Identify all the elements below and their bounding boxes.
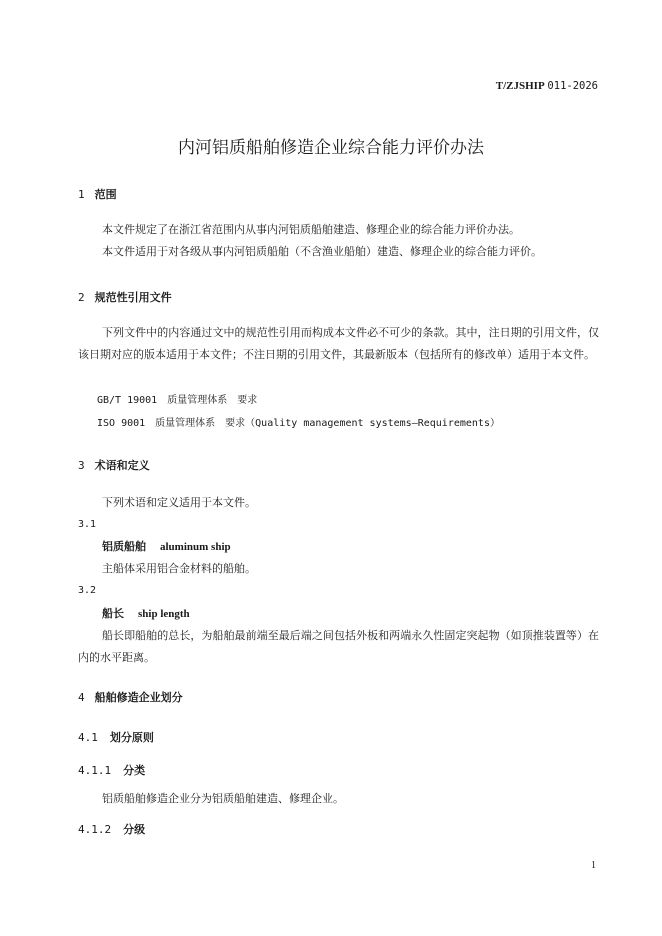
- section-4-1-title: 划分原则: [109, 731, 154, 744]
- section-1-paragraph-2: 本文件适用于对各级从事内河铝质船舶（不含渔业船舶）建造、修理企业的综合能力评价。: [102, 245, 542, 258]
- standard-number: 011-2026: [547, 80, 598, 92]
- section-4-1-1-heading: [78, 762, 145, 778]
- section-3-heading: [78, 457, 150, 473]
- term-3-1-definition: 主船体采用铝合金材料的船舶。: [102, 562, 256, 575]
- section-4-1-1-title: 分类: [123, 764, 146, 777]
- term-3-2-en: ship length: [138, 608, 190, 620]
- term-3-2-zh: 船长: [102, 607, 124, 620]
- section-1-title: 范围: [94, 188, 117, 201]
- section-4-number: 4: [78, 691, 85, 704]
- section-4-1-2-title: 分级: [123, 823, 146, 836]
- reference-gb-t-19001: GB/T 19001 质量管理体系 要求: [97, 395, 258, 406]
- section-4-heading: [78, 689, 183, 705]
- term-3-1-en: aluminum ship: [160, 541, 231, 553]
- term-3-1-heading: [102, 536, 231, 558]
- section-2-paragraph-1: 下列文件中的内容通过文中的规范性引用而构成本文件必不可少的条款。其中，注日期的引用文件，仅该日期对应的版本适用于本文件；不注日期的引用文件，其最新版本（包括所有的修改单）适用于本文件。: [78, 326, 599, 361]
- document-title: 内河铝质船舶修造企业综合能力评价办法: [178, 138, 484, 158]
- section-3-title: 术语和定义: [94, 459, 150, 472]
- reference-iso-9001: ISO 9001 质量管理体系 要求（Quality management systems—Requirements）: [97, 418, 500, 429]
- section-4-title: 船舶修造企业划分: [94, 691, 183, 704]
- section-1-paragraph-1: 本文件规定了在浙江省范围内从事内河铝质船舶建造、修理企业的综合能力评价办法。: [102, 223, 520, 236]
- term-3-2-number: 3.2: [78, 585, 97, 596]
- section-3-intro: 下列术语和定义适用于本文件。: [102, 496, 256, 509]
- section-3-number: 3: [78, 459, 85, 472]
- section-4-1-2-heading: [78, 821, 145, 837]
- section-4-1-heading: [78, 729, 154, 745]
- section-2-heading: [78, 289, 172, 305]
- term-3-1-number: 3.1: [78, 519, 97, 530]
- section-1-number: 1: [78, 188, 85, 201]
- section-2-number: 2: [78, 291, 85, 304]
- section-2-title: 规范性引用文件: [94, 291, 172, 304]
- section-4-1-2-number: 4.1.2: [78, 823, 112, 836]
- section-4-1-1-number: 4.1.1: [78, 764, 112, 777]
- term-3-2-heading: [102, 603, 190, 625]
- standard-code: [496, 80, 598, 92]
- page-number: 1: [591, 860, 596, 871]
- section-4-1-1-paragraph: 铝质船舶修造企业分为铝质船舶建造、修理企业。: [102, 792, 344, 805]
- section-1-heading: [78, 186, 117, 202]
- term-3-2-definition: 船长即船舶的总长，为船舶最前端至最后端之间包括外板和两端永久性固定突起物（如顶推装置等）在内的水平距离。: [78, 629, 599, 664]
- standard-prefix: T/ZJSHIP: [495, 80, 545, 92]
- section-4-1-number: 4.1: [78, 731, 98, 744]
- term-3-1-zh: 铝质船舶: [102, 540, 146, 553]
